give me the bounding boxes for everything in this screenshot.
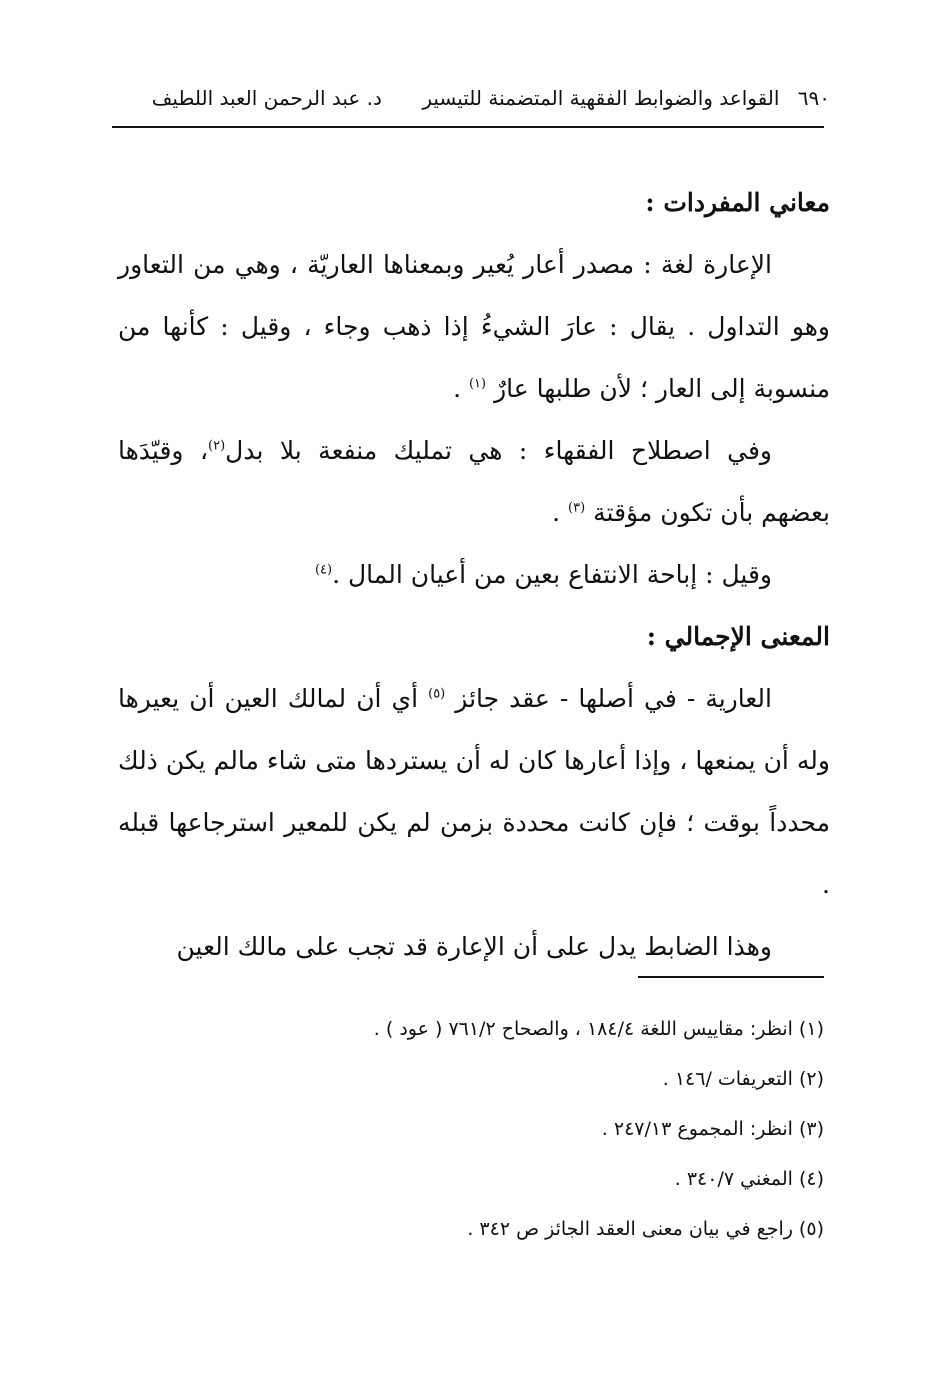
paragraph-text: ، وقيّدَها بعضهم بأن تكون مؤقتة (118, 436, 830, 527)
sentence-end: . (453, 374, 469, 403)
sentence-end: . (552, 498, 569, 527)
book-title: القواعد والضوابط الفقهية المتضمنة للتيسير (422, 86, 780, 110)
general-meaning-heading: المعنى الإجمالي : (646, 622, 830, 651)
author-name: د. عبد الرحمن العبد اللطيف (151, 86, 382, 110)
footnotes (124, 1004, 824, 1254)
paragraph-text: أي أن لمالك العين أن يعيرها وله أن يمنعها ، وإذا أعارها كان له أن يستردها متى شاء مالم يكن ذلك محدداً بوقت ؛ فإن كانت محددة بزمن لم يكن للمعير استرجاعها قبله . (118, 684, 830, 899)
footnote-4: (٤) المغني ٣٤٠/٧ . (674, 1168, 824, 1190)
paragraph-rule-indication: وهذا الضابط يدل على أن الإعارة قد تجب على مالك العين (176, 932, 772, 961)
vocabulary-heading: معاني المفردات : (645, 188, 830, 217)
paragraph-technical-definition (118, 420, 830, 544)
footnote-5: (٥) راجع في بيان معنى العقد الجائز ص ٣٤٢ . (467, 1218, 824, 1240)
footnote-1: (١) انظر: مقاييس اللغة ١٨٤/٤ ، والصحاح ٧٦١/٢ ( عود ) . (373, 1018, 824, 1040)
page-number: ٦٩٠ (797, 86, 830, 110)
paragraph-linguistic-definition (118, 234, 830, 420)
header-rule (112, 126, 824, 128)
main-text (118, 172, 830, 978)
footnote-rule (638, 976, 824, 978)
paragraph-text: الإعارة لغة : مصدر أعار يُعير وبمعناها العاريّة ، وهي من التعاور وهو التداول . يقال : عارَ الشيءُ إذا ذهب وجاء ، وقيل : كأنها من منسوبة إلى العار ؛ لأن طلبها عارٌ (118, 250, 830, 403)
paragraph-text: وفي اصطلاح الفقهاء : هي تمليك منفعة بلا بدل (225, 436, 772, 465)
paragraph-alternative-definition (118, 544, 830, 606)
footnote-ref-4: (٤) (314, 562, 333, 578)
paragraph-text: وقيل : إباحة الانتفاع بعين من أعيان المال . (332, 560, 772, 589)
footnote-2: (٢) التعريفات /١٤٦ . (662, 1068, 824, 1090)
footnote-ref-2: (٢) (208, 438, 226, 454)
paragraph-general-meaning (118, 668, 830, 916)
running-header (118, 78, 830, 118)
footnote-ref-5: (٥) (428, 686, 446, 702)
footnote-ref-1: (١) (468, 376, 487, 392)
paragraph-text: العارية - في أصلها - عقد جائز (445, 684, 772, 713)
footnote-3: (٣) انظر: المجموع ٢٤٧/١٣ . (601, 1118, 824, 1140)
footnote-ref-3: (٣) (568, 500, 586, 516)
